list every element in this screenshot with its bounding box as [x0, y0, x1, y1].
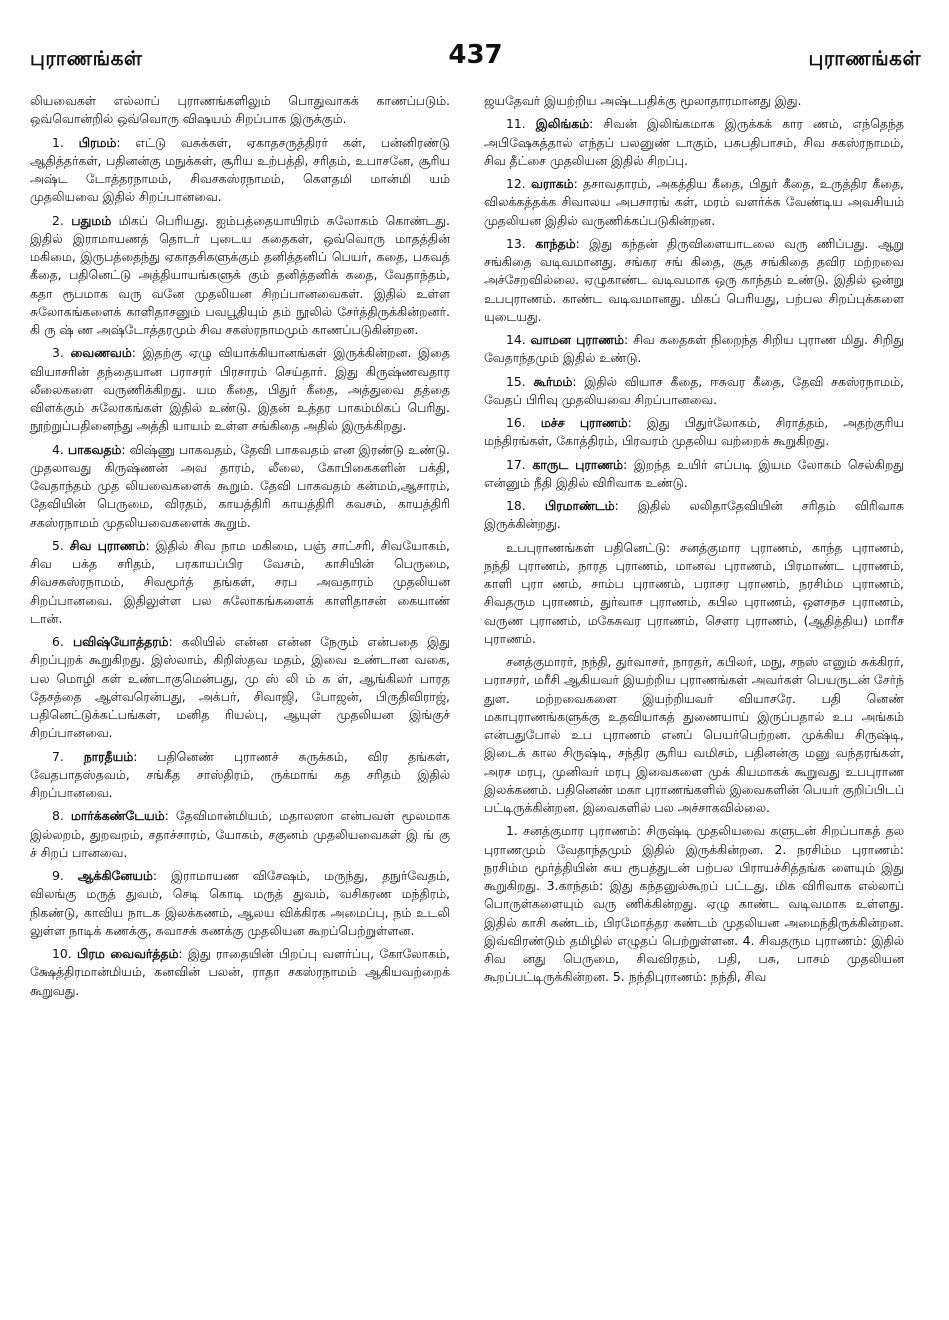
entry-number: 14.	[506, 332, 526, 347]
entry-text: : இதில் வியாச கீதை, ஈசுவர கீதை, தேவி சகஸ்ரநாமம், வேதப் பிரிவு முதலியவை சிறப்பானவை.	[484, 373, 904, 407]
entry-term: வைணவம்	[70, 345, 132, 361]
entry-text: மிகப் பெரியது. ஐம்பத்தையாயிரம் சுலோகம் கொண்டது. இதில் இராமாயணத் தொடர் புடைய கதைகள், ஒவ்வொரு மாதத்தின் மகிமை, இருபத்தைந்து ஏகாதசிகளுக்கும் தனித்தனிப் பெயர், கதை, பகவத் கீதை, பதினெட்டு அத்தியாயங்களுக் கும் தனித்தனிக் கதை, வேதாந்தம், கதா ரூபமாக வரு வனே முதலியன சிறப்பானவைகள். இதில் உள்ள சுலோகங்களைக் காளிதாசனும் பவபூதியும் தம் நூலில் சேர்த்திருக்கின்றனர். கி ரு ஷ் ண அஷ்டோத்தரமும் சிவ சகஸ்ரநாமமும் காணப்படுகின்றன.	[30, 212, 450, 337]
purana-entry	[484, 373, 904, 410]
purana-entry	[30, 945, 450, 1000]
entry-text: : பதினெண் புராணச் சுருக்கம், விர தங்கள், வேதபாதஸ்தவம், சங்கீத சாஸ்திரம், ருக்மாங் கத சரிதம் இதில் சிறப்பானவை.	[30, 748, 450, 800]
page-header	[30, 40, 921, 80]
purana-entry	[30, 537, 450, 628]
running-head-left: புராணங்கள்	[30, 46, 143, 70]
entry-term: பாகவதம்	[67, 441, 122, 457]
entry-term: பிரம வைவர்த்தம்	[77, 946, 179, 961]
paragraph	[484, 822, 904, 986]
purana-entry	[484, 414, 904, 451]
entry-term: காந்தம்	[535, 235, 576, 251]
entry-text: : இறந்த உயிர் எப்படி இயம லோகம் செல்கிறது என்னும் நீதி இதில் விரிவாக உண்டு.	[484, 456, 904, 490]
paragraph	[484, 539, 904, 649]
entry-term: இலிங்கம்	[535, 116, 590, 132]
entry-number: 6.	[52, 634, 64, 649]
entry-number: 10.	[52, 946, 72, 961]
purana-entry	[30, 344, 450, 435]
paragraph-text: லியவைகள் எல்லாப் புராணங்களிலும் பொதுவாகக் காணப்படும். ஒவ்வொன்றில் ஒவ்வொரு விஷயம் சிறப்பாக இருக்கும்.	[30, 93, 450, 127]
entry-text: : தசாவதாரம், அகத்திய கீதை, பிதுர் கீதை, உருத்திர கீதை, விலக்கத்தக்க சிவாலய அபசாரங் கள், மரம் வளர்க்க வேண்டிய அவசியம் முதலியன இதில் வருணிக்கப்படுகின்றன.	[484, 176, 904, 228]
entry-number: 13.	[506, 235, 526, 251]
purana-entry	[30, 867, 450, 940]
purana-entry	[484, 331, 904, 368]
entry-number: 9.	[52, 868, 64, 883]
entry-term: பிரமம்	[78, 134, 117, 150]
purana-entry	[30, 633, 450, 743]
purana-entry	[484, 235, 904, 326]
entry-number: 2.	[52, 212, 64, 228]
entry-number: 15.	[506, 373, 526, 389]
purana-entry	[484, 175, 904, 230]
entry-term: ஆக்கினேயம்	[77, 868, 153, 883]
entry-text: : இதற்கு ஏழு வியாக்கியானங்கள் இருக்கின்றன. இதை வியாசரின் தந்தையான பராசரர் பிரசாரம் செய்தார். இது கிருஷ்ணவதார லீலைகளை வருணிக்கிறது. யம கீதை, பிதுர் கீதை, அத்துவை தத்தை விளக்கும் சுலோகங்கள் இதில் உண்டு. இதன் உத்தர பாகம்மிகப் பெரிது. நூற்றுப்பதினைந்து அத்தி யாயம் உள்ள சங்கிதை அதில் இருக்கிறது.	[30, 345, 450, 434]
right-text-column	[484, 92, 904, 1297]
purana-entry	[30, 441, 450, 532]
entry-term: சிவ புராணம்	[69, 537, 146, 553]
entry-term: மச்ச புராணம்	[540, 415, 628, 430]
purana-entry	[484, 456, 904, 493]
purana-entry	[30, 134, 450, 207]
paragraph	[484, 653, 904, 817]
page-number: 437	[448, 40, 503, 70]
paragraph-text: உபபுராணங்கள் பதினெட்டு: சனத்குமார புராணம், காந்த புராணம், நந்தி புராணம், நாரத புராணம், மானவ புராணம், பிரமாண்ட புராணம், காளி புரா ணம், சாம்ப புராணம், பராசர புராணம், நரசிம்ம புராணம், சிவதரும புராணம், துர்வாச புராணம், கபில புராணம், ஔசநச புராணம், வருண புராணம், மகேசுவர புராணம், சௌர புராணம், (ஆதித்திய) மாரீச புராணம்.	[484, 539, 904, 646]
entry-number: 11.	[506, 116, 526, 132]
entry-text: : சிவ கதைகள் நிறைந்த சிறிய புராண மிது. சிறிது வேதாந்தமும் இதில் உண்டு.	[484, 332, 904, 366]
entry-number: 8.	[52, 808, 64, 824]
entry-text: : சிவன் இலிங்கமாக இருக்கக் கார ணம், எந்தெந்த அபிஷேகத்தால் எந்தப் பலனுண் டாகும், பசுபதிபாசம், சிவ சகஸ்ரநாமம், சிவ தீட்சை முதலியன இதில் சிறப்பு.	[484, 116, 904, 168]
entry-term: மார்க்கண்டேயம்	[70, 808, 165, 824]
running-head-right: புராணங்கள்	[808, 46, 921, 70]
entry-text: : இது கந்தன் திருவிளையாடலை வரு ணிப்பது. ஆறு சங்கிதை வடிவமானது. சங்கர சங் கிதை, சூத சங்கிதை தவிர மற்றவை அச்சேறவில்லை. ஏழுகாண்ட வடிவமாக ஒரு காந்தம் உண்டு. இதில் ஒன்று உபபுராணம். காண்ட வடிவமானது. மிகப் பெரியது, பற்பல சிறப்புக்களை யுடையது.	[484, 235, 904, 324]
entry-text: : விஷ்ணு பாகவதம், தேவி பாகவதம் என இரண்டு உண்டு. முதலாவது கிருஷ்ணன் அவ தாரம், லீலை, கோபிகைகளின் பக்தி, வேதாந்தம் முத லியவைகளைக் கூறும். தேவி பாகவதம் கன்மம்,ஆசாரம், தேவியின் பெருமை, விரதம், காயத்திரி காயத்திரி கவசம், காயத்திரி சகஸ்ரநாமம் முதலியவைகளைக் கூறும்.	[30, 441, 450, 530]
paragraph-text: 1. சனத்குமார புராணம்: சிருஷ்டி முதலியவை களுடன் சிறப்பாகத் தல புராணமும் வேதாந்தமும் இதில் இருக்கின்றன. 2. நரசிம்ம புராணம்: நரசிம்ம மூர்த்தியின் சுய ரூபத்துடன் பற்பல பிராயச்சித்தங்க ளையும் இது கூறுகிறது. 3.காந்தம்: இது கந்தனுல்கூறப் பட்டது. மிக விரிவாக எல்லாப் பொருள்களையும் வரு ணிக்கின்றது. ஏழு காண்ட வடிவமாக உள்ளது. இதில் காசி கண்டம், பிரமோத்தர கண்டம் முதலியன அமைந்திருக்கின்றன. இவ்விரண்டும் தமிழில் எழுதப் பெற்றுள்ளன. 4. சிவதரும புராணம்: இதில் சிவ னது பெருமை, சிவவிரதம், பதி, பசு, பாசம் முதலியன கூறப்பட்டிருக்கின்றன. 5. நந்திபுராணம்: நந்தி, சிவ	[484, 823, 904, 985]
entry-text: : இது பிதுர்லோகம், சிராத்தம், அதற்குரிய மந்திரங்கள், கோத்திரம், பிரவரம் முதலிய வற்றைக் கூறுகிறது.	[484, 415, 904, 449]
entry-text: : கலியில் என்ன என்ன நேரும் என்பதை இது சிறப்புறக் கூறுகிறது. இஸ்லாம், கிறிஸ்தவ மதம், இவை உண்டான வகை, பல மொழி கள் உண்டாகுமென்பது, மு ஸ் லி ம் க ள், ஆங்கிலர் பாரத தேசத்தை ஆள்வரென்பது, அக்பர், சிவாஜி, போஜன், பிருதிவிராஜ், பதினெட்டுக்கட்பங்கள், மனித ரியல்பு, ஆயுள் முதலியன இங்குச் சிறப்பானவை.	[30, 634, 450, 741]
entry-term: பதுமம்	[71, 212, 112, 228]
entry-number: 18.	[506, 498, 526, 513]
purana-entry	[484, 497, 904, 534]
entry-term: வராகம்	[530, 176, 574, 191]
entry-term: நாரதீயம்	[83, 748, 134, 764]
entry-term: வாமன புராணம்	[530, 332, 625, 347]
left-text-column	[30, 92, 450, 1297]
entry-term: கூர்மம்	[533, 373, 573, 389]
entry-term: பவிஷ்யோத்தரம்	[72, 634, 169, 649]
entry-number: 16.	[506, 415, 526, 430]
entry-number: 7.	[52, 748, 64, 764]
purana-entry	[30, 807, 450, 862]
entry-text: : தேவிமான்மியம், மதாலஸா என்பவள் மூலமாக இல்லறம், துறவறம், சதாச்சாரம், யோகம், சகுனம் முதலியவைகள் இ ங் கு ச் சிறப் பானவை.	[30, 808, 450, 860]
entry-number: 1.	[52, 134, 64, 150]
entry-term: பிரமாண்டம்	[544, 498, 615, 513]
purana-entry	[484, 115, 904, 170]
entry-text: : இதில் லலிதாதேவியின் சரிதம் விரிவாக இருக்கின்றது.	[484, 498, 904, 532]
entry-number: 3.	[52, 345, 64, 361]
entry-term: காருட புராணம்	[532, 456, 623, 472]
paragraph-text: சனத்குமாரர், நந்தி, துர்வாசர், நாரதர், கபிலர், மநு, சநஸ் எனும் சுக்கிரர், பராசரர், மரீசி ஆகியவர் இயற்றிய புராணங்கள் அவர்கள் பெயருடன் சேர்ந் துள. மற்றவைகளை இயற்றியவர் வியாசரே. பதி னெண் மகாபுராணங்களுக்கு உதவியாகத் துணையாய் இருப்பதால் உப அங்கம் என்பதுபோல் உப புராணம் எனப் பெயர்பெற்றன. முக்கிய சிருஷ்டி, இடைக் கால சிருஷ்டி, சந்திர சூரிய வமிசம், பதினன்கு மனு வந்தரங்கள், அரச மரபு, முனிவர் மரபு இவைகளை முக் கியமாகக் கூறுவது உபபுராண இலக்கணம். பதினெண் மகா புராணங்களில் இவைகளின் பெயர் குறிப்பிடப் பட்டிருக்கின்றன. இவைகளில் பல அச்சாகவில்லை.	[484, 654, 904, 815]
continued-paragraph	[484, 92, 904, 110]
entry-number: 5.	[52, 537, 64, 553]
entry-text: : இதில் சிவ நாம மகிமை, பஞ் சாட்சரி, சிவயோகம், சிவ பக்த சரிதம், பரகாயப்பிர வேசம், காசியின் பெருமை, சிவசகஸ்ரநாமம், சிவமூர்த் தங்கள், சரப அவதாரம் முதலியன சிறப்பானவை. இதிலுள்ள பல சுலோகங்களைக் காளிதாசன் கையாண் டான்.	[30, 537, 450, 626]
entry-number: 17.	[506, 456, 526, 472]
entry-text: : இராமாயண விசேஷம், மருந்து, தநுர்வேதம், விலங்கு மருத் துவம், செடி கொடி மருத் துவம், வசிகரண மந்திரம், நிகண்டு, காவிய நாடக இலக்கணம், ஆலய விக்கிரக அமைப்பு, நம் உடலி லுள்ள நாடிக் கணக்கு, சுவாசக் கணக்கு முதலியன கூறப்பெற்றுள்ளன.	[30, 868, 450, 938]
entry-text: : எட்டு வசுக்கள், ஏகாதசருத்திரர் கள், பன்னிரண்டு ஆதித்தர்கள், பதினன்கு மநுக்கள், சூரிய உற்பத்தி, சரிதம், உபாசனே, சூரிய அஷ்ட டோத்தரநாமம், சிவசகஸ்ரநாமம், கௌதமி மான்மி யம் முதலியவை இதில் சிறப்பானவை.	[30, 134, 450, 205]
continued-paragraph	[30, 92, 450, 129]
entry-number: 4.	[52, 441, 64, 457]
purana-entry	[30, 748, 450, 803]
purana-entry	[30, 212, 450, 340]
paragraph-text: ஜயதேவர் இயற்றிய அஷ்டபதிக்கு மூலாதாரமானது இது.	[484, 93, 802, 108]
entry-number: 12.	[506, 176, 526, 191]
entry-text: : இது ராதையின் பிறப்பு வளர்ப்பு, கோலோகம், க்ஷேத்திரமான்மியம், கனவின் பலன், ராதா சகஸ்ரநாமம் ஆகியவற்றைக் கூறுவது.	[30, 946, 450, 998]
